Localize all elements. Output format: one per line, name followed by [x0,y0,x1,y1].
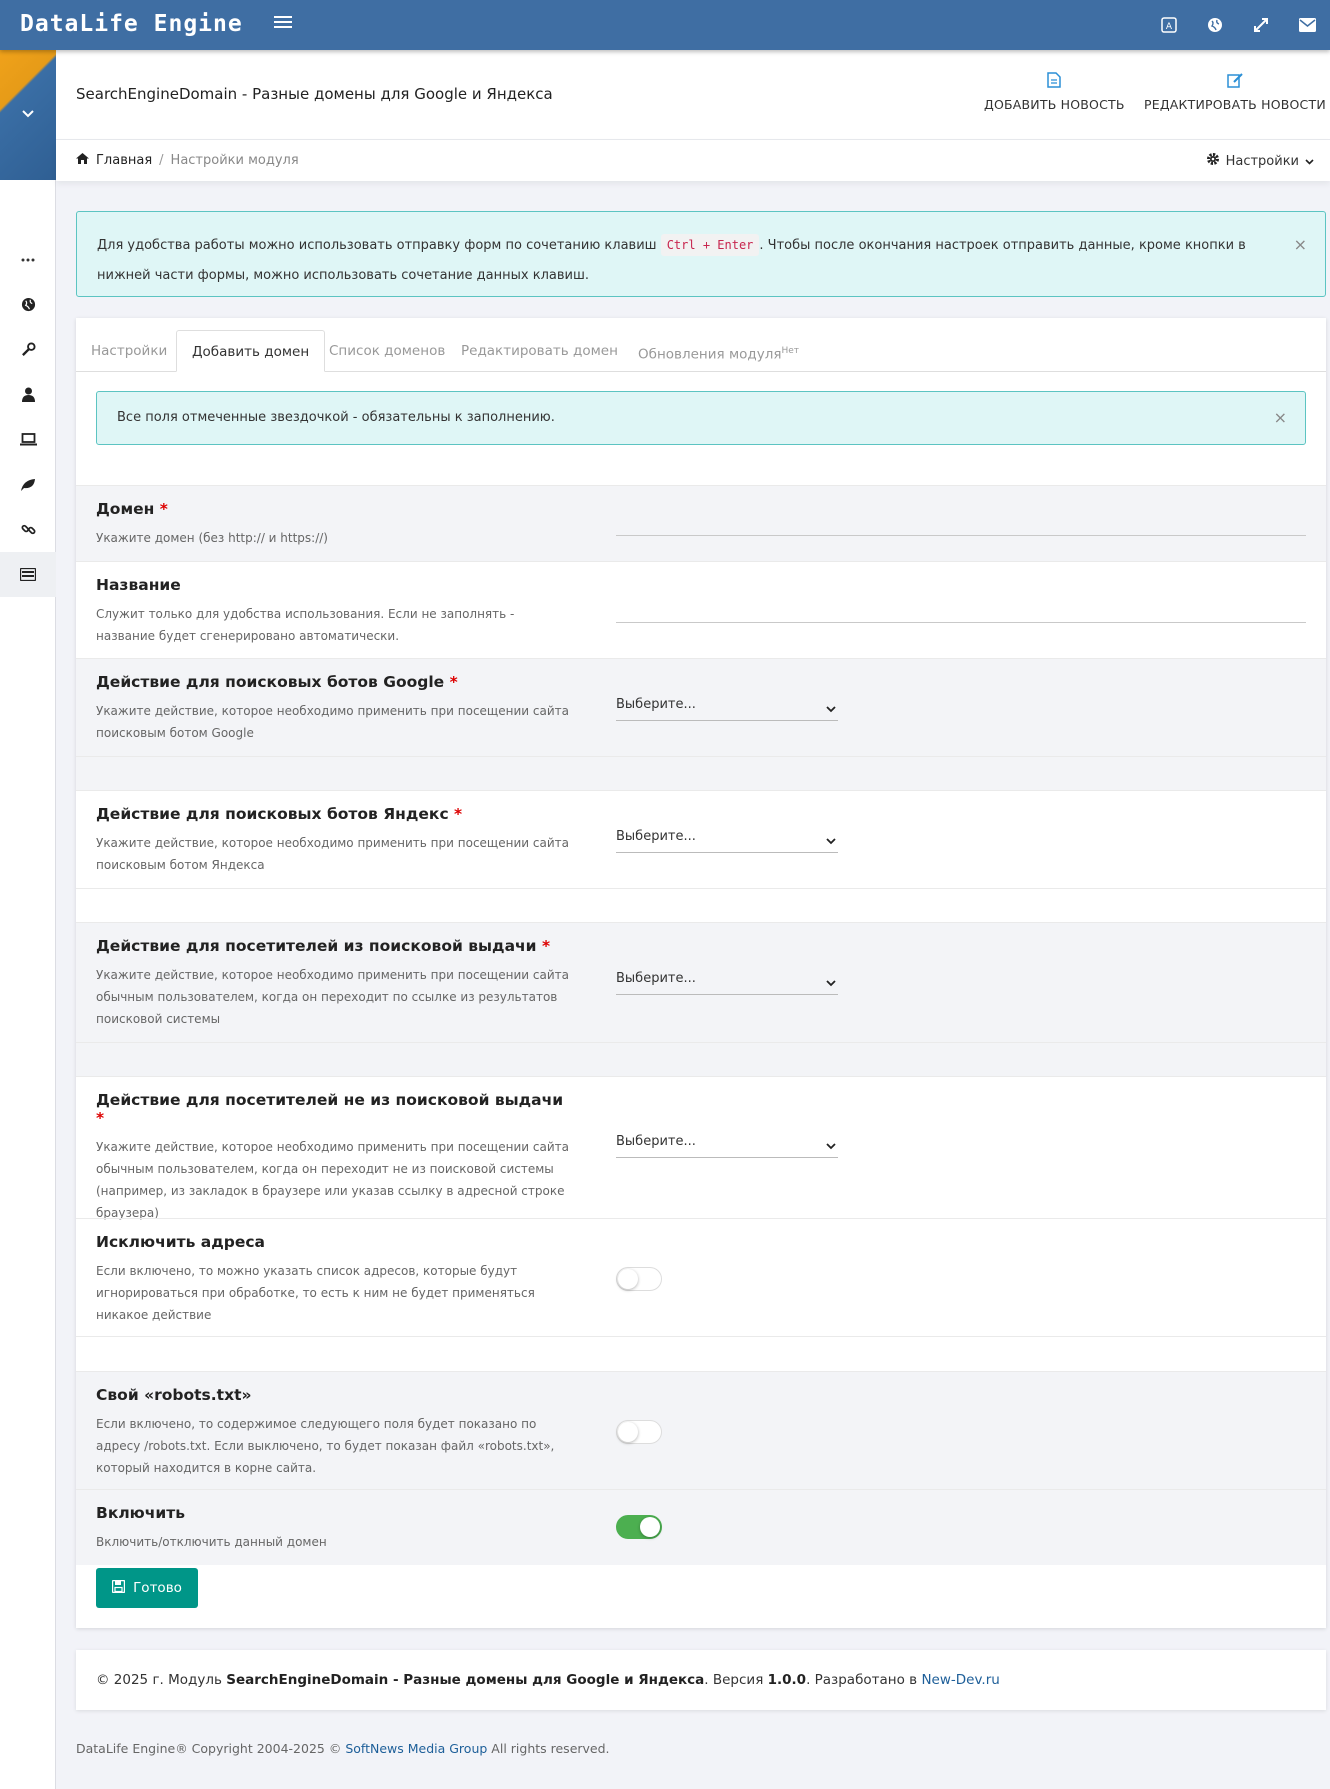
breadcrumb-separator: / [159,153,164,168]
enable-title: Включить [96,1504,186,1522]
user-icon[interactable] [0,372,56,417]
from-search-desc: Укажите действие, которое необходимо применить при посещении сайта обычным пользователем, когда он переходит по ссылке из результатов поисковой системы [96,968,569,1026]
sidebar-header [0,50,56,180]
softnews-link[interactable]: SoftNews Media Group [345,1741,488,1756]
top-navbar [0,0,1330,50]
page-header [56,50,1330,140]
not-search-title: Действие для посетителей не из поисковой выдачи [96,1091,564,1109]
add-news-button[interactable]: ДОБАВИТЬ НОВОСТЬ [984,72,1125,112]
submit-label: Готово [133,1580,182,1596]
svg-text:A: A [1165,22,1173,32]
chevron-down-icon [826,1139,836,1154]
tab-edit-domain[interactable]: Редактировать домен [461,343,618,359]
chevron-down-icon [826,702,836,717]
module-footer [76,1650,1326,1710]
section-spacer [76,756,1326,790]
name-desc: Служит только для удобства использования. Если не заполнять - название будет сгенерировано автоматически. [96,607,515,643]
breadcrumb-home-link[interactable]: Главная [96,153,153,168]
list-icon[interactable] [0,552,56,597]
robots-row [76,1371,1326,1489]
not-search-desc: Укажите действие, которое необходимо применить при посещении сайта обычным пользователем, когда он переходит не из поисковой системы (например, из закладок в браузере или указав ссылку в адресной строке браузера) [96,1140,569,1220]
breadcrumb-current: Настройки модуля [170,153,299,168]
settings-label: Настройки [1225,153,1299,169]
mail-icon[interactable] [1284,0,1330,50]
yandex-action-select[interactable] [616,829,838,853]
chevron-down-icon [826,976,836,991]
updates-badge: Нет [781,346,800,356]
name-input[interactable] [616,597,1306,623]
exclude-toggle[interactable] [616,1267,662,1291]
chevron-down-icon [1305,154,1314,169]
globe-icon[interactable] [1192,0,1238,50]
robots-desc: Если включено, то содержимое следующего поля будет показано по адресу /robots.txt. Если выключено, то будет показан файл «robots.txt», который находится в корне сайта. [96,1417,555,1475]
exclude-desc: Если включено, то можно указать список адресов, которые будут игнорироваться при обработке, то есть к ним не будет применяться никакое действие [96,1264,535,1322]
tab-module-updates[interactable] [623,330,814,372]
from-search-title: Действие для посетителей из поисковой выдачи [96,937,537,955]
domain-title: Домен [96,500,155,518]
google-action-row [76,658,1326,756]
hotkey-code: Ctrl + Enter [661,234,760,256]
gear-icon [1206,152,1220,170]
google-title: Действие для поисковых ботов Google [96,673,445,691]
section-spacer [76,1336,1326,1371]
brand-logo[interactable]: DataLife Engine [20,11,243,37]
domain-desc: Укажите домен (без http:// и https://) [96,531,328,545]
google-action-select[interactable] [616,697,838,721]
select-value: Выберите... [616,971,696,986]
link-icon[interactable] [0,507,56,552]
close-icon[interactable]: × [1293,235,1307,254]
enable-row [76,1489,1326,1565]
required-mark: * [541,937,551,955]
google-desc: Укажите действие, которое необходимо применить при посещении сайта поисковым ботом Google [96,704,569,740]
yandex-title: Действие для поисковых ботов Яндекс [96,805,449,823]
footer-dev-label: . Разработано в [806,1672,918,1688]
required-fields-alert [96,391,1306,445]
not-search-row [76,1076,1326,1218]
enable-toggle[interactable] [616,1515,662,1539]
main-panel [76,318,1326,1628]
domain-row [76,485,1326,561]
required-mark: * [449,673,458,691]
page-title: SearchEngineDomain - Разные домены для Google и Яндекса [76,85,553,103]
globe-icon[interactable] [0,282,56,327]
breadcrumb [56,140,1330,181]
document-icon [1046,72,1062,88]
tab-add-domain[interactable]: Добавить домен [176,330,325,372]
hint-text-after: . Чтобы после окончания настроек отправить данные, кроме кнопки в нижней части формы, можно использовать сочетание данных клавиш. [97,238,1246,283]
required-alert-text: Все поля отмеченные звездочкой - обязательны к заполнению. [117,410,555,425]
select-value: Выберите... [616,1134,696,1149]
footer-version-label: . Версия [704,1672,764,1688]
not-search-action-select[interactable] [616,1134,838,1158]
edit-news-button[interactable]: РЕДАКТИРОВАТЬ НОВОСТИ [1144,72,1326,112]
expand-icon[interactable] [1238,0,1284,50]
tab-bar [76,330,1326,372]
settings-dropdown[interactable] [1206,152,1314,170]
submit-button[interactable] [96,1568,198,1608]
select-value: Выберите... [616,829,696,844]
tab-settings[interactable]: Настройки [91,343,168,359]
sidebar [0,50,56,1789]
enable-desc: Включить/отключить данный домен [96,1535,327,1549]
required-mark: * [454,805,463,823]
copyright-prefix: DataLife Engine® Copyright 2004-2025 © [76,1741,342,1756]
yandex-action-row [76,790,1326,888]
leaf-icon[interactable] [0,462,56,507]
home-icon [76,153,89,168]
hint-text-before: Для удобства работы можно использовать отправку форм по сочетанию клавиш [97,238,657,253]
chevron-down-icon[interactable] [21,108,35,123]
from-search-row [76,922,1326,1042]
footer-prefix: © 2025 г. Модуль [96,1672,222,1688]
select-value: Выберите... [616,697,696,712]
from-search-action-select[interactable] [616,971,838,995]
section-spacer [76,1042,1326,1076]
tab-domain-list[interactable]: Список доменов [329,343,446,359]
domain-input[interactable] [616,510,1306,536]
robots-toggle[interactable] [616,1420,662,1444]
name-row [76,561,1326,658]
developer-link[interactable]: New-Dev.ru [921,1672,1000,1688]
footer-module-name: SearchEngineDomain - Разные домены для Google и Яндекса [226,1672,705,1688]
section-spacer [76,888,1326,922]
exclude-title: Исключить адреса [96,1233,266,1251]
menu-toggle-icon[interactable] [274,13,292,31]
required-mark: * [96,1109,105,1127]
wrench-icon[interactable] [0,327,56,372]
save-icon [112,1580,125,1597]
footer-version: 1.0.0 [767,1672,807,1688]
laptop-icon[interactable] [0,417,56,462]
tab-updates-label: Обновления модуля [638,346,782,363]
edit-icon [1227,72,1243,88]
chevron-down-icon [826,834,836,849]
translate-icon[interactable] [1146,0,1192,50]
copyright-suffix: All rights reserved. [491,1741,610,1756]
close-icon[interactable]: × [1273,408,1287,427]
more-icon[interactable] [0,237,56,282]
required-mark: * [159,500,168,518]
yandex-desc: Укажите действие, которое необходимо применить при посещении сайта поисковым ботом Яндекса [96,836,569,872]
robots-title: Свой «robots.txt» [96,1386,252,1404]
copyright [76,1741,610,1756]
hotkey-hint-alert [76,211,1326,297]
name-title: Название [96,576,181,594]
exclude-row [76,1218,1326,1336]
